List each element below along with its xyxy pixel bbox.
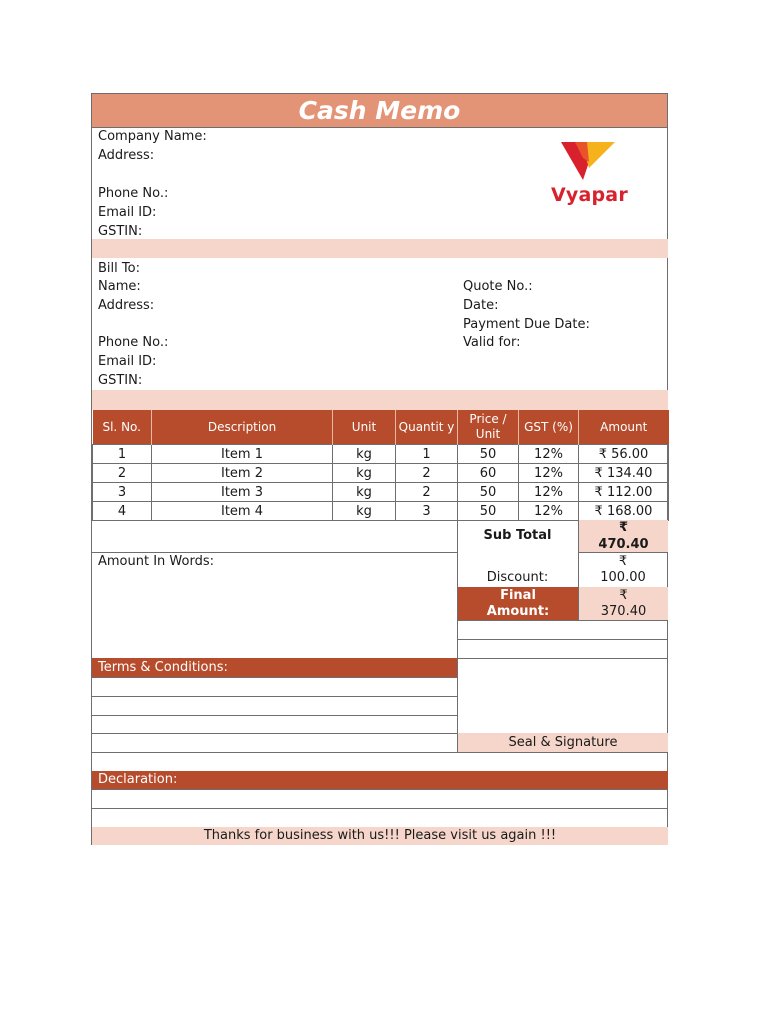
memo-title: Cash Memo — [92, 94, 667, 127]
header-gst: GST (%) — [519, 410, 579, 445]
cell-unit: kg — [333, 502, 396, 521]
cell-price: 50 — [458, 445, 519, 464]
table-row — [93, 445, 669, 464]
vyapar-logo-text: Vyapar — [551, 184, 628, 206]
cell-quantity: 3 — [396, 502, 458, 521]
items-table — [92, 410, 669, 521]
bill-to-gstin-label: GSTIN: — [98, 373, 143, 388]
footer-thanks: Thanks for business with us!!! Please visit us again !!! — [92, 827, 668, 845]
header-sl-no: Sl. No. — [93, 410, 152, 445]
terms-heading: Terms & Conditions: — [92, 658, 457, 677]
cash-memo — [91, 93, 668, 845]
table-row — [93, 502, 669, 521]
bill-to-name-label: Name: — [98, 279, 141, 294]
cell-amount: ₹ 56.00 — [579, 445, 669, 464]
valid-for-label: Valid for: — [463, 335, 521, 350]
cell-description: Item 2 — [152, 464, 333, 483]
cell-price: 60 — [458, 464, 519, 483]
bill-to-phone-label: Phone No.: — [98, 335, 169, 350]
header-price-unit: Price / Unit — [458, 410, 519, 445]
table-header-row — [93, 410, 669, 445]
cell-gst: 12% — [519, 445, 579, 464]
bill-to-email-label: Email ID: — [98, 354, 157, 369]
bill-to-heading: Bill To: — [98, 261, 140, 276]
cell-unit: kg — [333, 483, 396, 502]
cell-price: 50 — [458, 502, 519, 521]
declaration-heading: Declaration: — [92, 771, 668, 789]
company-gstin-label: GSTIN: — [98, 224, 143, 239]
discount-value: 100.00 — [600, 570, 646, 585]
company-band — [92, 239, 668, 258]
seal-signature-label: Seal & Signature — [458, 733, 668, 752]
sub-total-symbol: ₹ — [618, 520, 629, 535]
cell-unit: kg — [333, 445, 396, 464]
final-amount-label-2: Amount: — [486, 604, 550, 619]
sub-total-label: Sub Total — [483, 528, 552, 543]
bill-to-band — [92, 390, 668, 410]
amount-in-words-label: Amount In Words: — [98, 554, 214, 569]
quote-no-label: Quote No.: — [463, 279, 533, 294]
cell-description: Item 3 — [152, 483, 333, 502]
final-amount-value: 370.40 — [600, 604, 647, 619]
cell-quantity: 2 — [396, 464, 458, 483]
discount-symbol: ₹ — [618, 554, 628, 569]
cell-sl-no: 3 — [93, 483, 152, 502]
header-amount: Amount — [579, 410, 669, 445]
cell-description: Item 1 — [152, 445, 333, 464]
cell-description: Item 4 — [152, 502, 333, 521]
discount-label: Discount: — [486, 570, 549, 585]
company-phone-label: Phone No.: — [98, 186, 169, 201]
table-row — [93, 464, 669, 483]
cell-unit: kg — [333, 464, 396, 483]
header-quantity: Quantit y — [396, 410, 458, 445]
header-unit: Unit — [333, 410, 396, 445]
header-description: Description — [152, 410, 333, 445]
final-amount-label-1: Final — [500, 588, 536, 603]
company-address-label: Address: — [98, 148, 155, 163]
cell-amount: ₹ 112.00 — [579, 483, 669, 502]
cell-gst: 12% — [519, 464, 579, 483]
cell-gst: 12% — [519, 483, 579, 502]
cell-amount: ₹ 134.40 — [579, 464, 669, 483]
cell-sl-no: 4 — [93, 502, 152, 521]
cell-sl-no: 2 — [93, 464, 152, 483]
cell-amount: ₹ 168.00 — [579, 502, 669, 521]
final-amount-symbol: ₹ — [619, 588, 628, 603]
company-name-label: Company Name: — [98, 129, 207, 144]
payment-due-label: Payment Due Date: — [463, 317, 590, 332]
bill-to-address-label: Address: — [98, 298, 155, 313]
cell-quantity: 2 — [396, 483, 458, 502]
cell-price: 50 — [458, 483, 519, 502]
cell-quantity: 1 — [396, 445, 458, 464]
sub-total-value: 470.40 — [598, 537, 649, 552]
cell-sl-no: 1 — [93, 445, 152, 464]
company-email-label: Email ID: — [98, 205, 157, 220]
table-row — [93, 483, 669, 502]
quote-date-label: Date: — [463, 298, 499, 313]
vyapar-logo-icon — [559, 140, 619, 184]
cell-gst: 12% — [519, 502, 579, 521]
